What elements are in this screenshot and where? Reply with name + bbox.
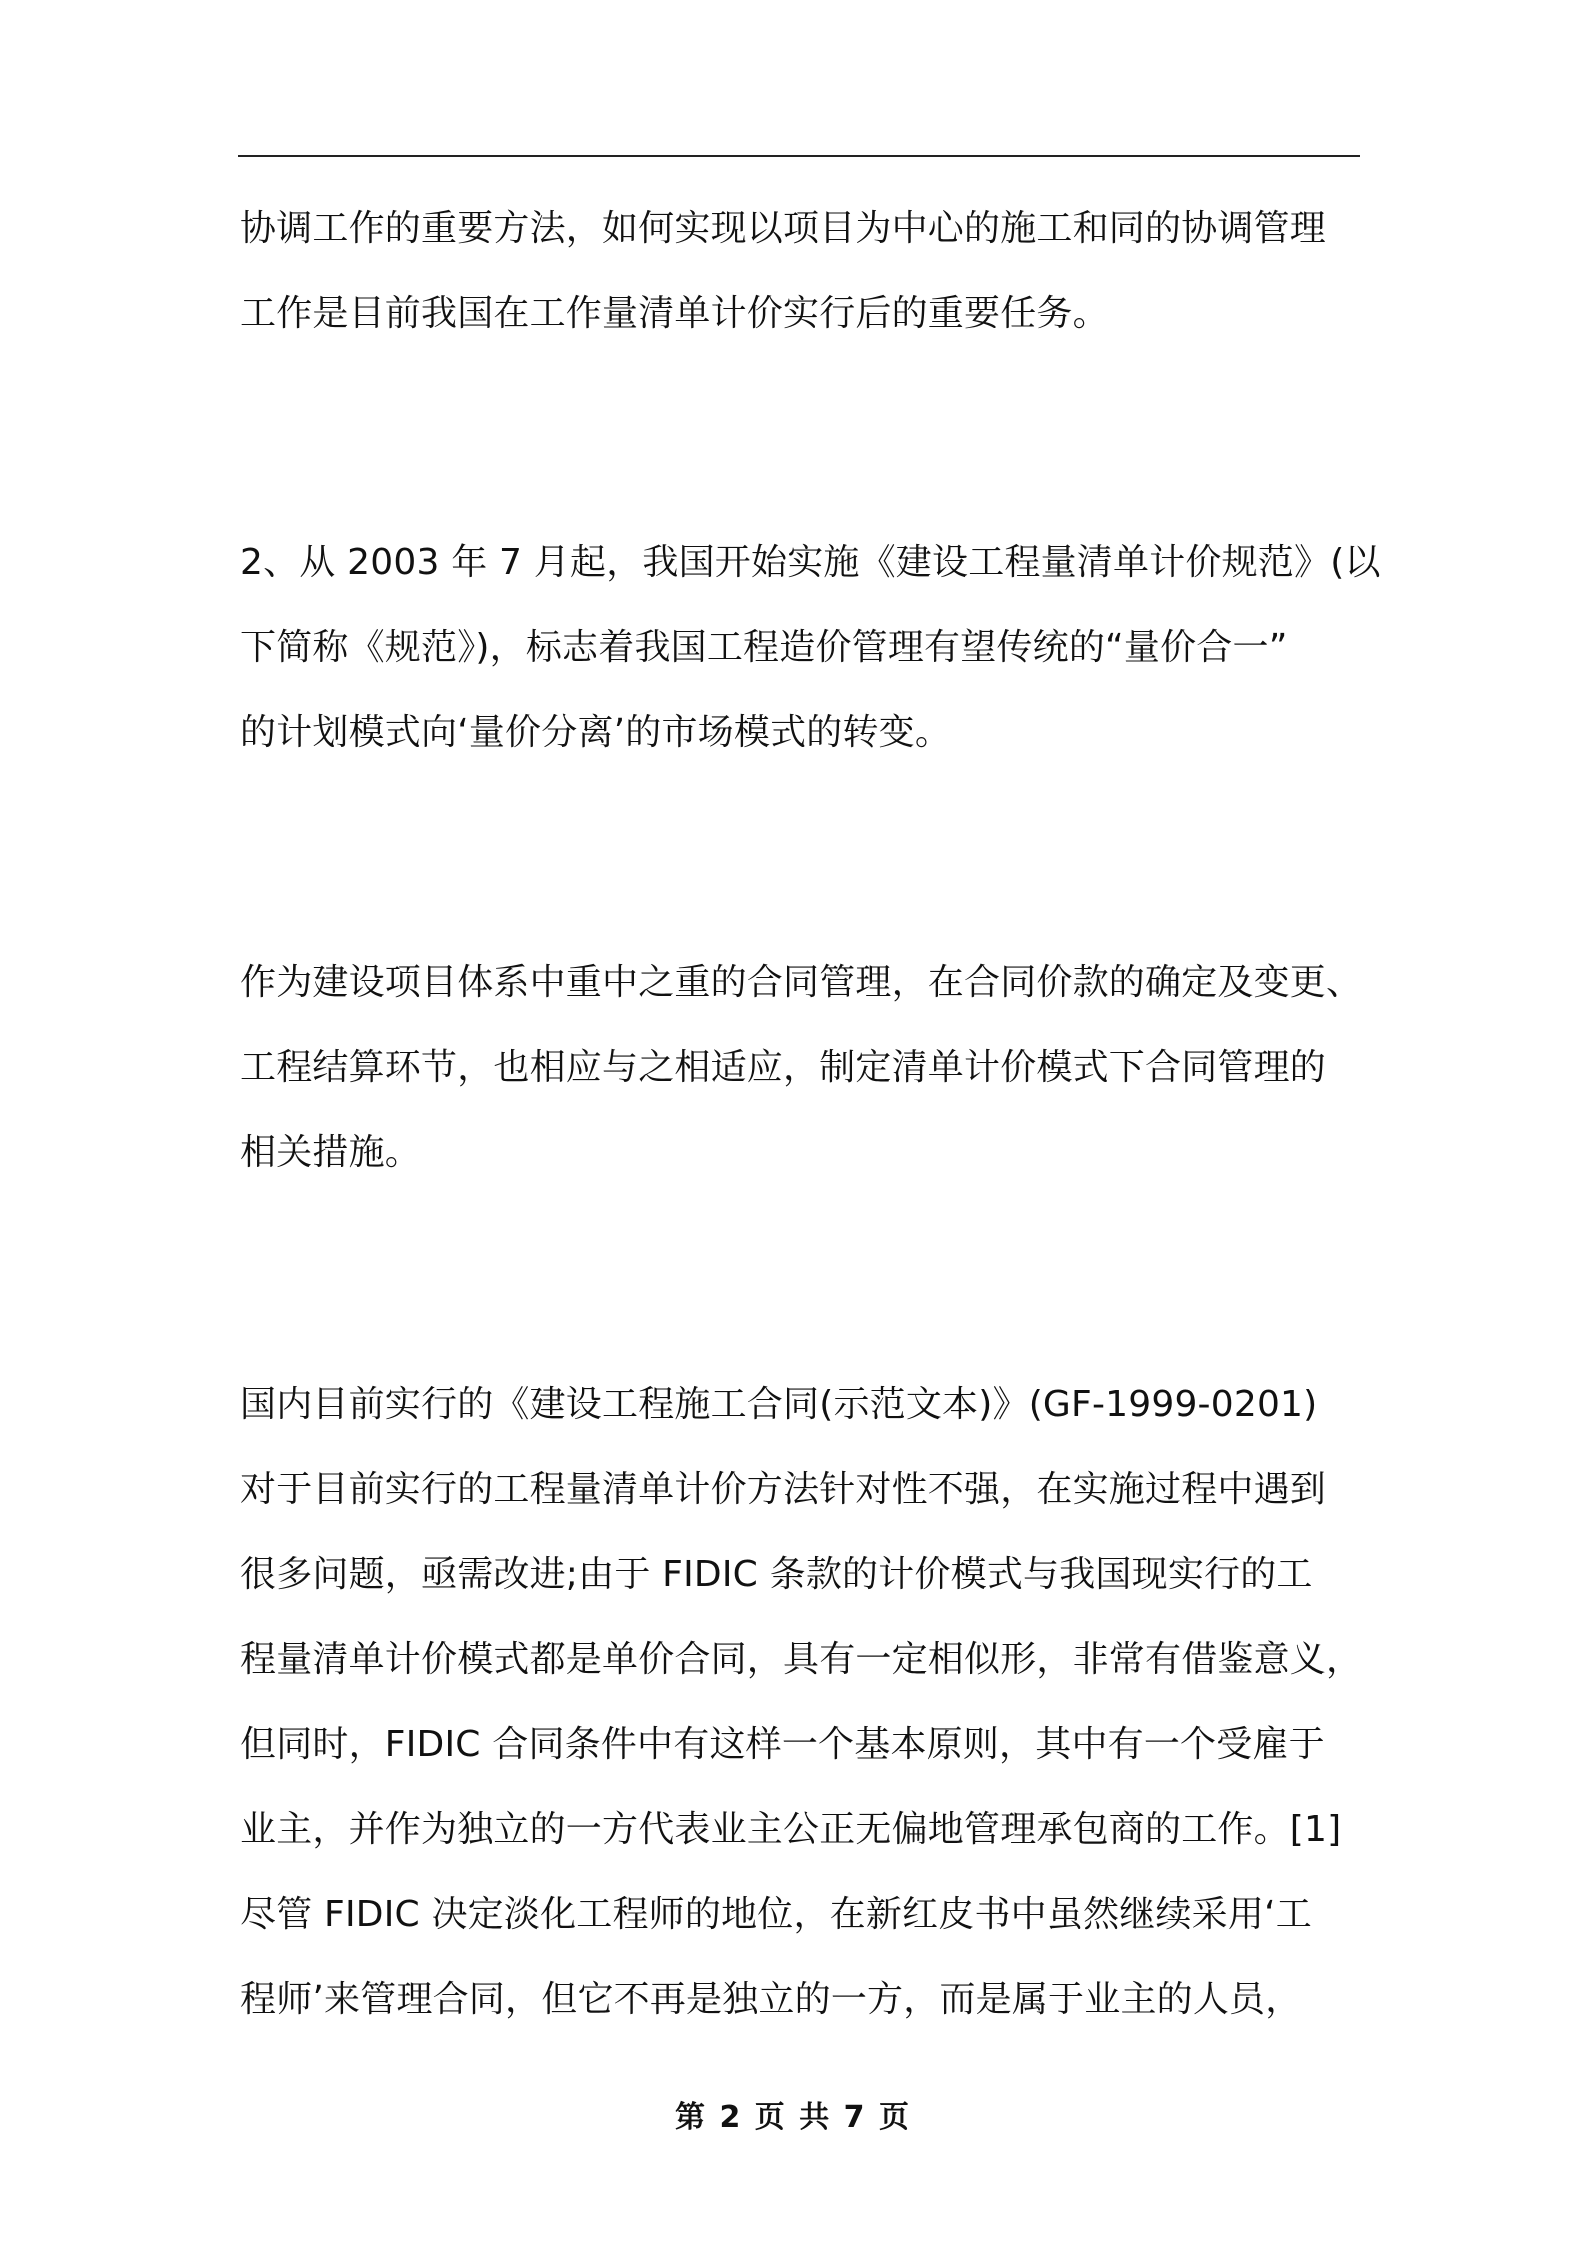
text-line: 下简称《规范》)，标志着我国工程造价管理有望传统的“量价合一” [240,627,1288,668]
text-line: 程师’来管理合同，但它不再是独立的一方，而是属于业主的人员， [240,1979,1302,2020]
text-line: 但同时，FIDIC 合同条件中有这样一个基本原则，其中有一个受雇于 [240,1724,1325,1765]
text-line: 工程结算环节，也相应与之相适应，制定清单计价模式下合同管理的 [240,1047,1327,1088]
page-number-footer: 第 2 页 共 7 页 [675,2100,911,2135]
text-line: 协调工作的重要方法，如何实现以项目为中心的施工和同的协调管理 [240,208,1327,249]
text-line: 2、从 2003 年 7 月起，我国开始实施《建设工程量清单计价规范》(以 [240,542,1381,583]
text-line: 很多问题，亟需改进;由于 FIDIC 条款的计价模式与我国现实行的工 [240,1554,1313,1595]
text-line: 的计划模式向‘量价分离’的市场模式的转变。 [240,712,952,753]
text-line: 程量清单计价模式都是单价合同，具有一定相似形，非常有借鉴意义， [240,1639,1363,1680]
header-rule [238,155,1360,157]
paragraph-2 [240,520,1381,775]
text-line: 对于目前实行的工程量清单计价方法针对性不强，在实施过程中遇到 [240,1469,1327,1510]
paragraph-4 [240,1362,1363,2042]
text-line: 业主，并作为独立的一方代表业主公正无偏地管理承包商的工作。[1] [240,1809,1342,1850]
paragraph-1 [240,186,1360,356]
text-line: 作为建设项目体系中重中之重的合同管理，在合同价款的确定及变更、 [240,962,1363,1003]
text-line: 国内目前实行的《建设工程施工合同(示范文本)》(GF-1999-0201) [240,1384,1318,1425]
text-line: 相关措施。 [240,1132,422,1173]
text-line: 工作是目前我国在工作量清单计价实行后的重要任务。 [240,293,1109,334]
text-line: 尽管 FIDIC 决定淡化工程师的地位，在新红皮书中虽然继续采用‘工 [240,1894,1312,1935]
paragraph-3 [240,940,1363,1195]
